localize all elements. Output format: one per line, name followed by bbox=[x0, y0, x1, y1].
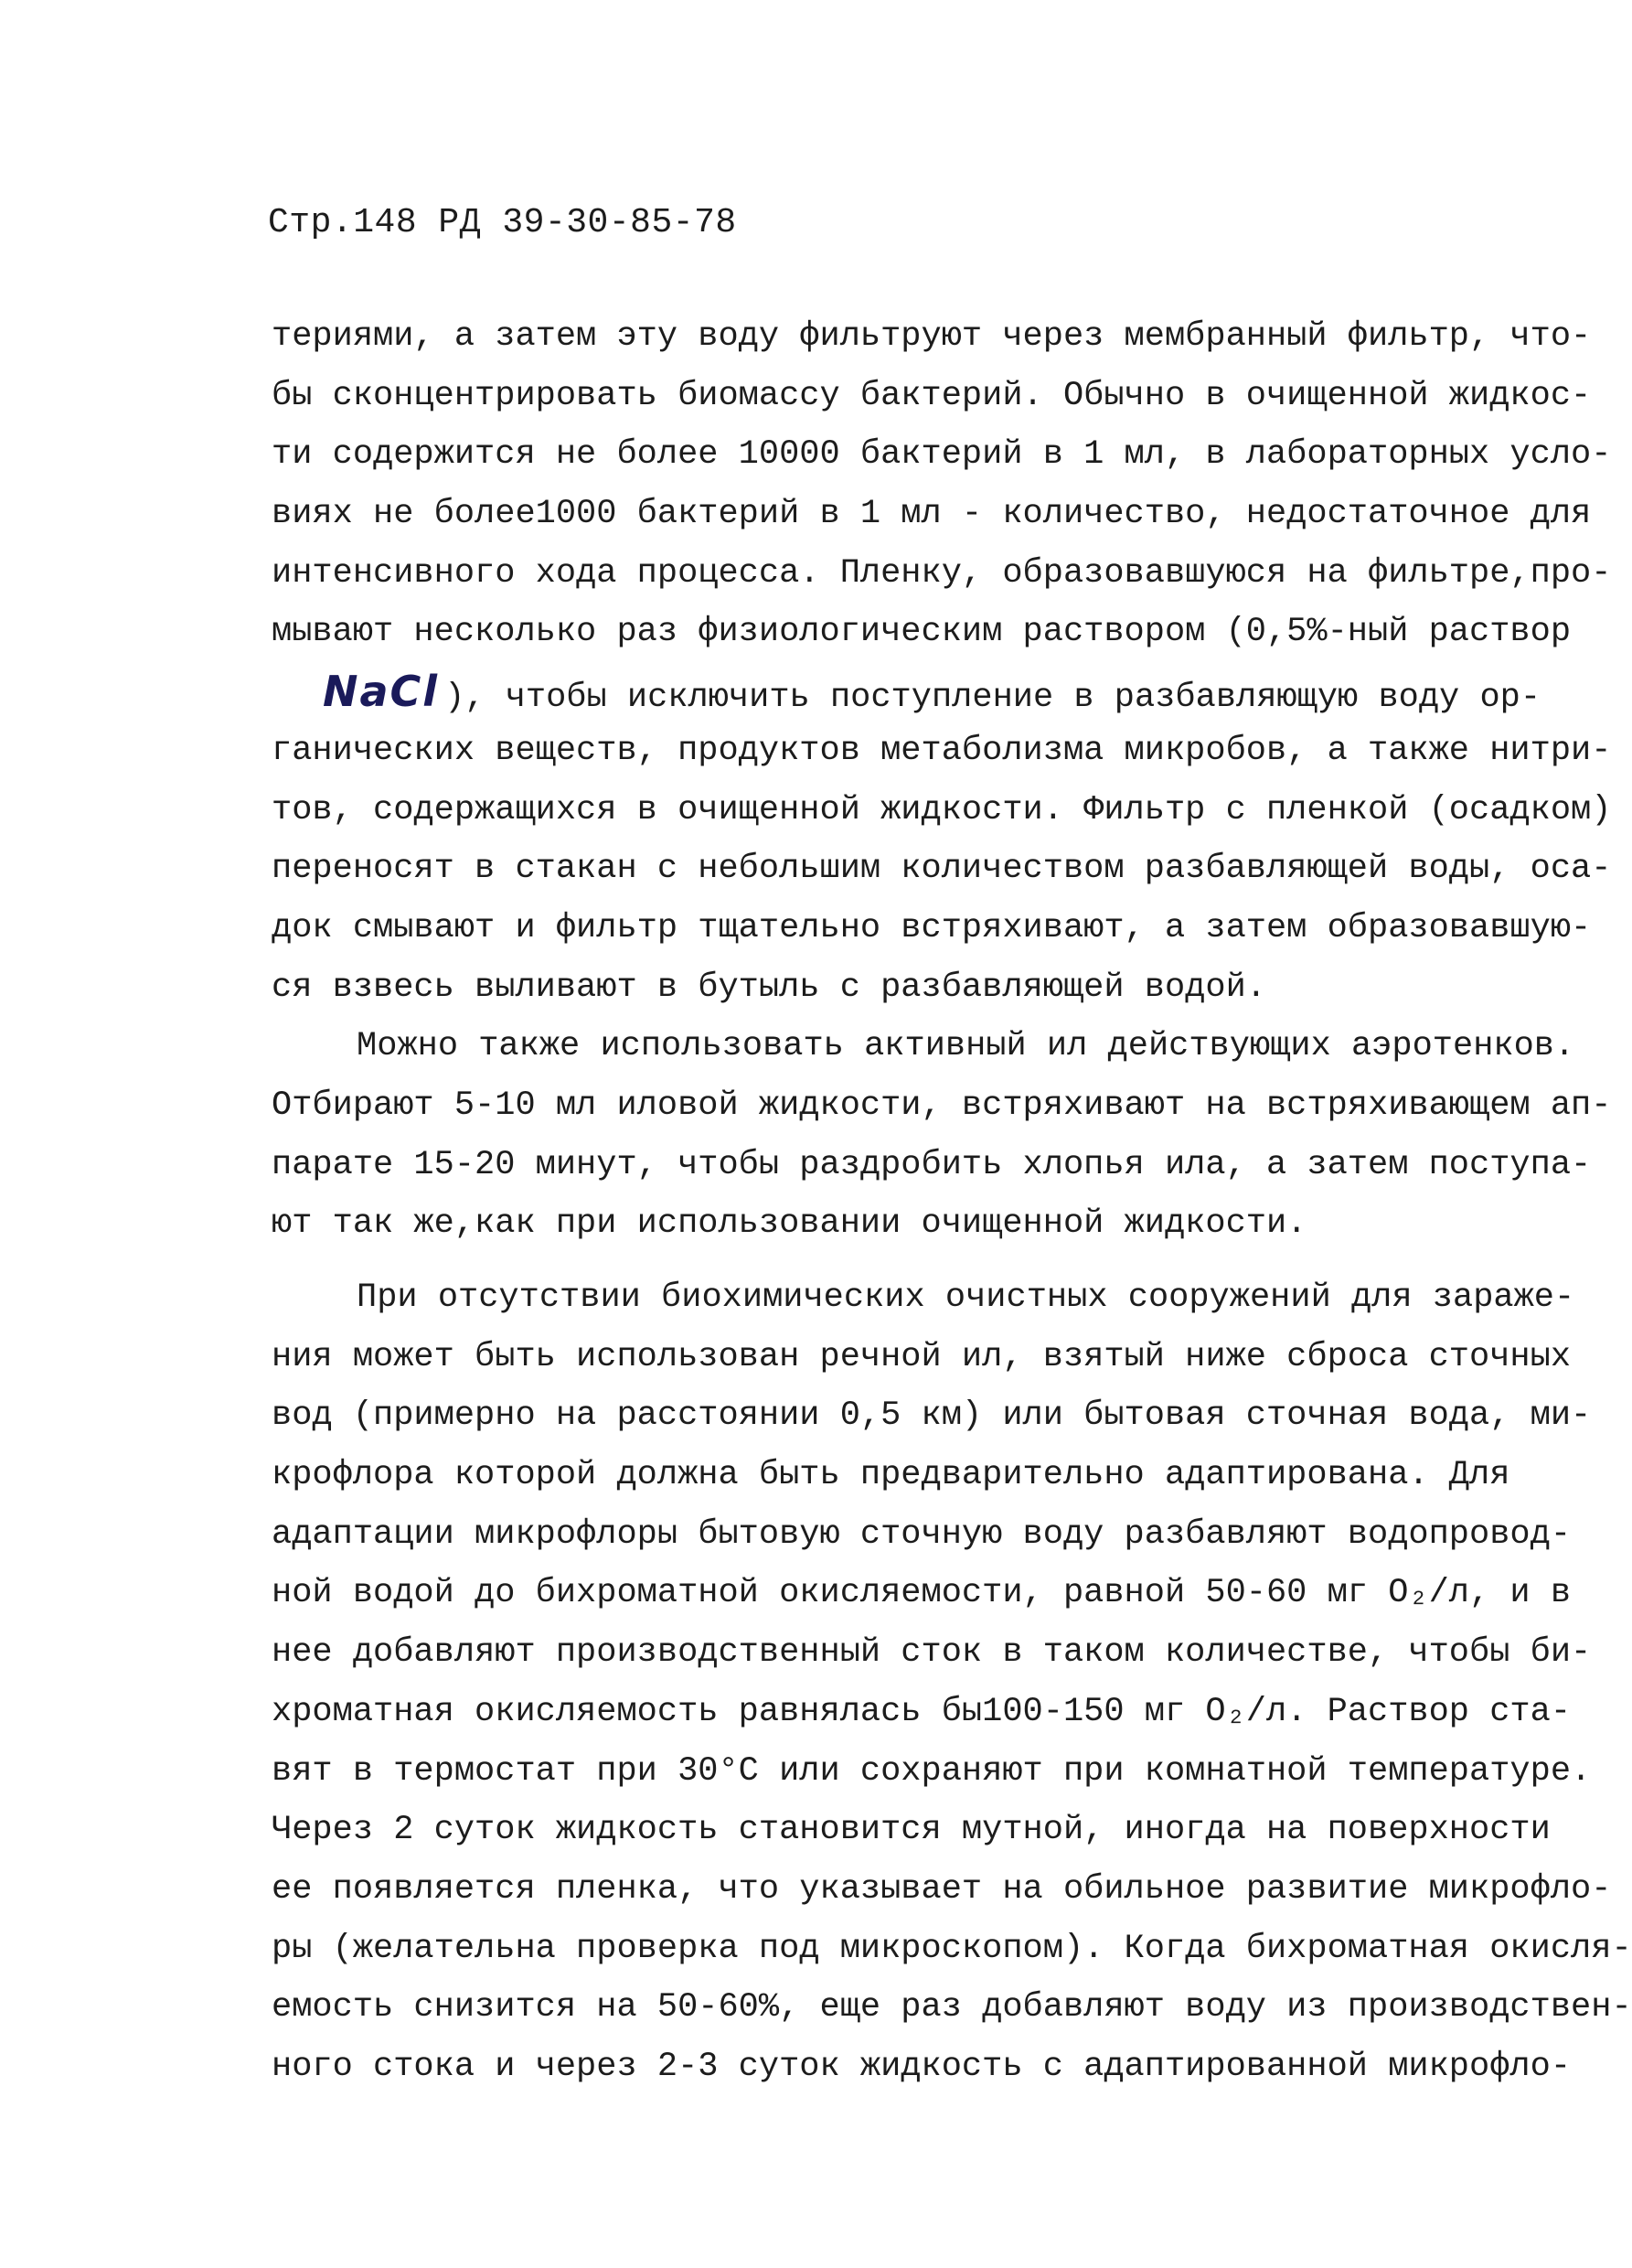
text-line: ной водой до бихроматной окисляемости, равной 50-60 мг O₂/л, и в bbox=[272, 1574, 1572, 1613]
page-header: Стр.148 РД 39-30-85-78 bbox=[268, 203, 737, 242]
text-line: тов, содержащихся в очищенной жидкости. Фильтр с пленкой (осадком) bbox=[272, 790, 1612, 829]
text-line: емость снизится на 50-60%, еще раз добавляют воду из производствен- bbox=[272, 1988, 1632, 2027]
text-line: виях не более1000 бактерий в 1 мл - количество, недостаточное для bbox=[272, 495, 1592, 534]
paragraph-3 bbox=[272, 1268, 1632, 2097]
text-line: бы сконцентрировать биомассу бактерий. Обычно в очищенной жидкос- bbox=[272, 376, 1592, 415]
text-line-rest: ), чтобы исключить поступление в разбавляющую воду ор- bbox=[444, 679, 1541, 718]
text-line: ся взвесь выливают в бутыль с разбавляющей водой. bbox=[272, 968, 1266, 1007]
text-line: парате 15-20 минут, чтобы раздробить хлопья ила, а затем поступа- bbox=[272, 1145, 1592, 1184]
paragraph-1 bbox=[272, 307, 1612, 1017]
text-line: нее добавляют производственный сток в таком количестве, чтобы би- bbox=[272, 1633, 1592, 1673]
paragraph-gap bbox=[272, 1254, 1488, 1268]
text-line: интенсивного хода процесса. Пленку, образовавшуюся на фильтре,про- bbox=[272, 553, 1612, 593]
text-line: вят в термостат при 30°С или сохраняют при комнатной температуре. bbox=[272, 1751, 1592, 1791]
text-line: При отсутствии биохимических очистных сооружений для зараже- bbox=[357, 1278, 1575, 1317]
text-line: хроматная окисляемость равнялась бы100-150 мг O₂/л. Раствор ста- bbox=[272, 1692, 1572, 1731]
text-line: ного стока и через 2-3 суток жидкость с адаптированной микрофло- bbox=[272, 2047, 1572, 2086]
text-line: Через 2 суток жидкость становится мутной, иногда на поверхности bbox=[272, 1811, 1551, 1850]
text-line: ее появляется пленка, что указывает на обильное развитие микрофло- bbox=[272, 1869, 1612, 1909]
text-line: териями, а затем эту воду фильтруют через мембранный фильтр, что- bbox=[272, 317, 1592, 356]
text-line: ют так же,как при использовании очищенной жидкости. bbox=[272, 1204, 1307, 1244]
document-body bbox=[272, 307, 1632, 2097]
text-line: переносят в стакан с небольшим количеством разбавляющей воды, оса- bbox=[272, 850, 1612, 889]
text-line: вод (примерно на расстоянии 0,5 км) или бытовая сточная вода, ми- bbox=[272, 1396, 1592, 1436]
text-line: крофлора которой должна быть предварительно адаптирована. Для bbox=[272, 1456, 1510, 1495]
text-line: адаптации микрофлоры бытовую сточную воду разбавляют водопровод- bbox=[272, 1514, 1572, 1554]
text-line: ры (желательна проверка под микроскопом). Когда бихроматная окисля- bbox=[272, 1929, 1632, 1968]
text-line: ния может быть использован речной ил, взятый ниже сброса сточных bbox=[272, 1337, 1572, 1376]
text-line: ганических веществ, продуктов метаболизма микробов, а также нитри- bbox=[272, 731, 1612, 770]
text-line: мывают несколько раз физиологическим раствором (0,5%-ный раствор bbox=[272, 613, 1572, 652]
paragraph-2 bbox=[272, 1017, 1612, 1254]
handwritten-nacl: NaCl bbox=[323, 667, 440, 717]
text-line: ти содержится не более 10000 бактерий в 1 мл, в лабораторных усло- bbox=[272, 435, 1612, 475]
text-line bbox=[272, 662, 1541, 722]
text-line: док смывают и фильтр тщательно встряхивают, а затем образовавшую- bbox=[272, 908, 1592, 947]
text-line: Можно также использовать активный ил действующих аэротенков. bbox=[357, 1027, 1575, 1066]
text-line: Отбирают 5-10 мл иловой жидкости, встряхивают на встряхивающем ап- bbox=[272, 1086, 1612, 1125]
